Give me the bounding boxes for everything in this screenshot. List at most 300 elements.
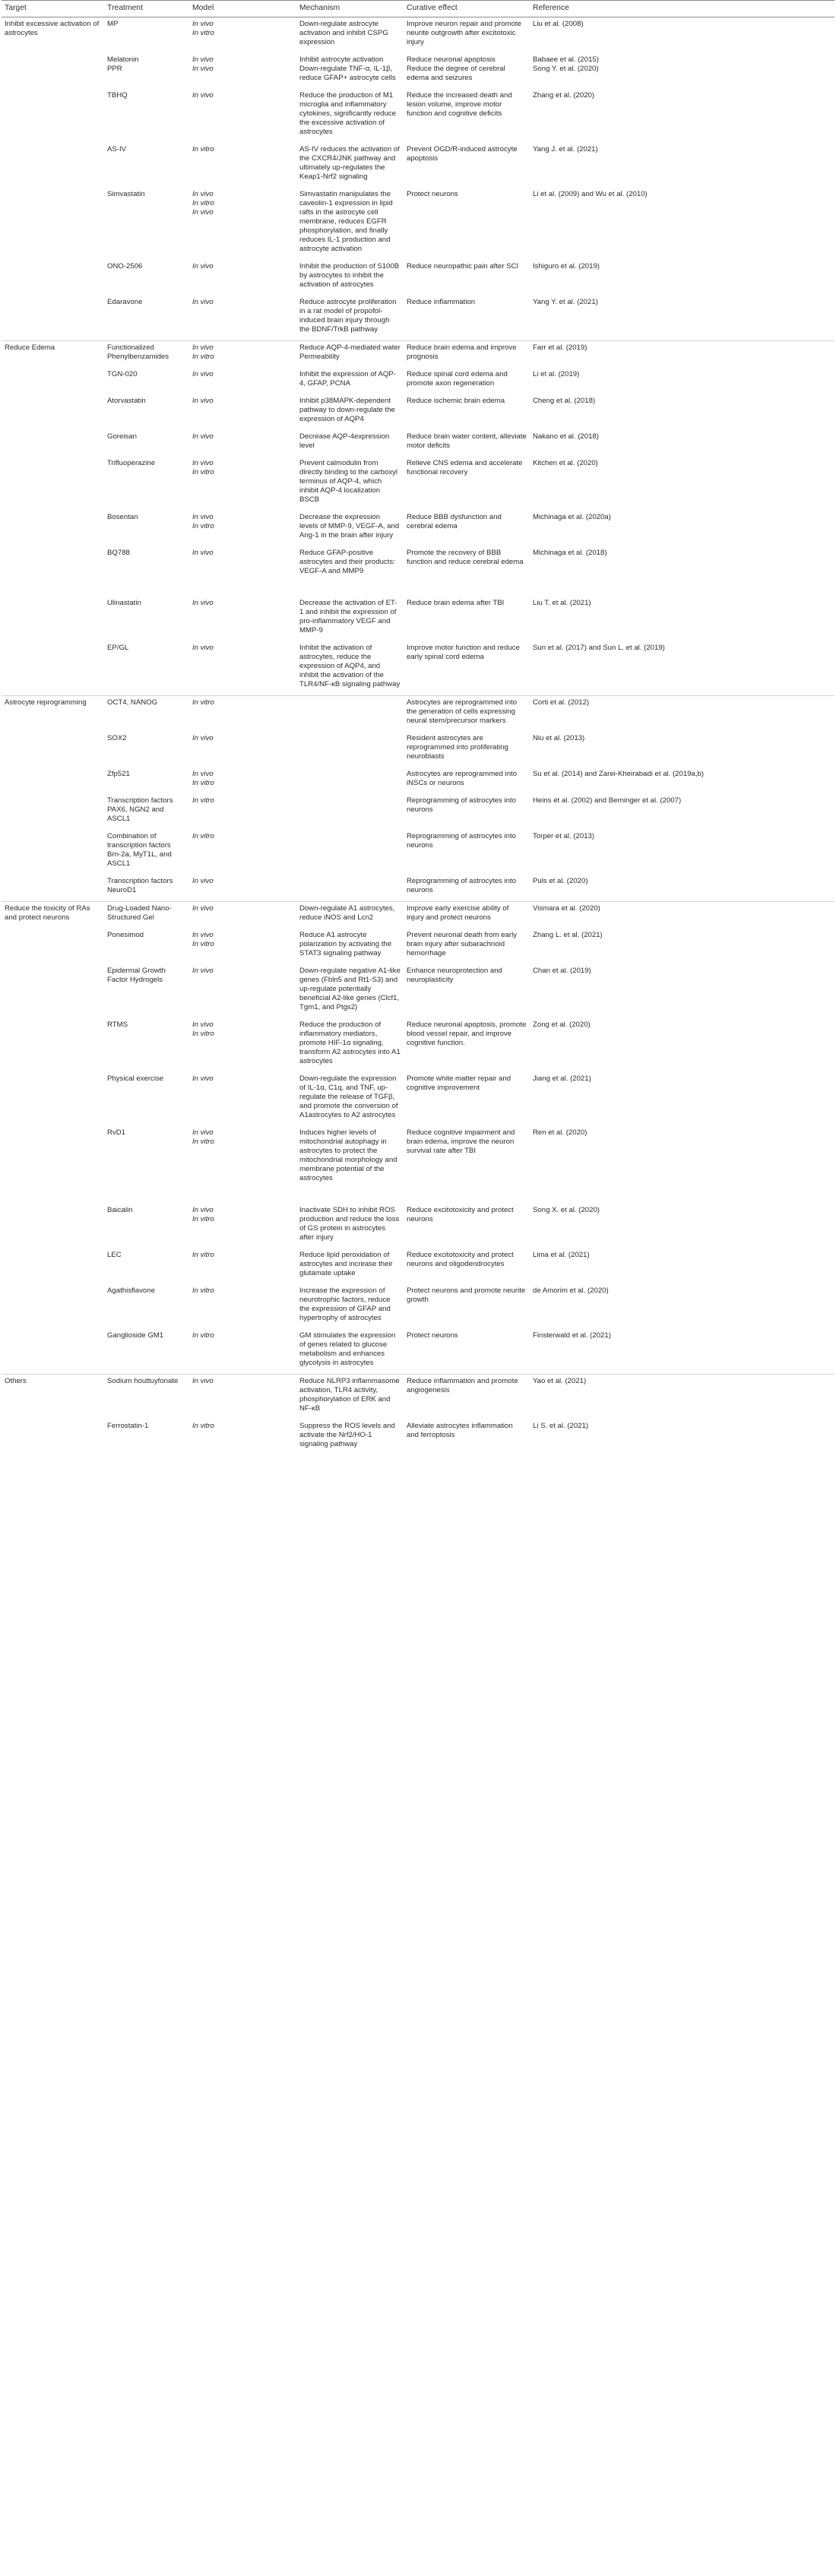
cell-reference: Puls et al. (2020) [533,877,588,885]
model-label: In vivo [192,432,214,441]
table-row [2,430,834,457]
table-row [2,1329,834,1375]
table-row [2,89,834,143]
cell-target [2,1189,104,1248]
cell-model [189,875,296,902]
cell-target [2,296,104,341]
model-label: In vitro [192,779,214,787]
cell-mechanism [296,875,404,902]
model-label: In vivo [192,931,214,939]
cell-model [189,1248,296,1284]
table-row [2,17,834,54]
table-row [2,696,834,733]
cell-curative-effect: Resident astrocytes are reprogrammed into proliferating neuroblasts [407,734,508,761]
model-label: In vivo [192,1074,214,1083]
cell-model [189,582,296,641]
cell-mechanism-line: Down-regulate TNF-α, IL-1β, reduce GFAP+ astrocyte cells [299,65,396,82]
cell-target [2,457,104,511]
model-label: In vivo [192,967,214,975]
table-row [2,641,834,696]
cell-mechanism: Decrease the activation of ET-1 and inhibit the expression of pro-inflammatory VEGF and MMP-9 [299,599,397,635]
table-row [2,830,834,875]
table-row [2,53,834,89]
model-label: In vitro [192,796,214,805]
cell-treatment: Edaravone [107,298,143,306]
cell-curative-effect: Reprogramming of astrocytes into neurons [407,832,516,850]
cell-reference: Jiang et al. (2021) [533,1074,591,1083]
cell-mechanism: GM stimulates the expression of genes related to glucose metabolism and enhances glycolysis in astrocytes [299,1331,396,1367]
cell-mechanism: Reduce astrocyte proliferation in a rat model of propofol-induced brain injury through the BDNF/TrkB pathway [299,298,397,334]
model-label: In vitro [192,1030,214,1038]
cell-target [2,1329,104,1375]
table-row [2,1126,834,1189]
model-label: In vivo [192,397,214,405]
cell-curative-effect: Improve early exercise ability of injury and protect neurons [404,902,530,929]
cell-target: Inhibit excessive activation of astrocytes [5,20,100,37]
table-header-row [2,1,834,17]
cell-treatment: Ferrostatin-1 [107,1422,149,1430]
cell-reference: Song X. et al. (2020) [533,1206,600,1214]
cell-treatment: EP/GL [107,644,129,652]
cell-model [189,1284,296,1329]
cell-curative-effect: Reduce excitotoxicity and protect neurons [407,1206,514,1223]
cell-mechanism: Reduce the production of inflammatory mediators, promote HIF-1α signaling, transform A2 astrocytes into A1 astrocytes [299,1021,401,1065]
cell-target [2,511,104,546]
cell-mechanism [296,794,404,830]
cell-treatment: Atorvastatin [107,397,146,405]
model-label: In vivo [192,1206,214,1214]
cell-reference: Niu et al. (2013) [533,734,585,742]
table-row [2,368,834,394]
cell-mechanism: Reduce the production of M1 microglia and inflammatory cytokines, significantly reduce the excessive activation of astrocytes [299,91,396,136]
cell-target [2,53,104,89]
cell-treatment: Sodium houttuyfonate [104,1375,189,1420]
model-label: In vivo [192,770,214,778]
model-label: In vitro [192,353,214,361]
cell-target [2,830,104,875]
cell-curative-effect: Alleviate astrocytes inflammation and ferroptosis [407,1422,513,1439]
model-label: In vivo [192,904,214,913]
cell-curative-effect: Reduce excitotoxicity and protect neurons and oligodendrocytes [407,1251,514,1268]
table-row [2,964,834,1018]
cell-reference: Liu T. et al. (2021) [533,599,591,607]
cell-curative-effect: Relieve CNS edema and accelerate functional recovery [407,459,523,476]
cell-mechanism: Induces higher levels of mitochondrial autophagy in astrocytes to protect the mitochondrial morphology and membrane potential of the astrocytes [299,1128,397,1182]
cell-target [2,1248,104,1284]
cell-model [189,1072,296,1126]
table-row [2,143,834,188]
cell-model [189,794,296,830]
cell-mechanism: Prevent calmodulin from directly binding to the carboxyl terminus of AQP-4, which inhibit AQP-4 localization BSCB [299,459,398,504]
cell-reference-line: Song Y. et al. (2020) [533,65,599,73]
model-label: In vitro [192,468,214,476]
model-label: In vivo [192,549,214,557]
cell-reference: Zong et al. (2020) [533,1021,591,1029]
model-label: In vitro [192,1138,214,1146]
cell-treatment: AS-IV [107,145,127,153]
cell-curative-effect: Reduce neuropathic pain after SCI [407,262,519,271]
cell-treatment: Epidermal Growth Factor Hydrogels [107,967,166,984]
cell-curative-effect: Enhance neuroprotection and neuroplasticity [407,967,502,984]
model-label: In vivo [192,20,214,28]
treatment-table [2,0,834,1455]
cell-target [2,368,104,394]
table-body [2,17,834,1456]
cell-reference: Zhang L. et al. (2021) [533,931,603,939]
table-row [2,1018,834,1072]
cell-model [189,296,296,341]
cell-mechanism [296,53,404,89]
cell-model [189,641,296,696]
model-label: In vivo [192,370,214,378]
table-row [2,794,834,830]
cell-reference: Li et al. (2019) [533,370,580,378]
model-label: In vitro [192,1422,214,1430]
cell-curative-effect: Reduce neuronal apoptosis, promote blood vessel repair, and improve cognitive function. [407,1021,527,1047]
cell-curative-effect [404,53,530,89]
header-curative-effect: Curative effect [404,1,530,17]
cell-model [189,1329,296,1375]
cell-target [2,732,104,767]
cell-curative-effect: Reduce cognitive impairment and brain edema, improve the neuron survival rate after TBI [407,1128,515,1155]
cell-target [2,1419,104,1455]
cell-reference [530,53,834,89]
cell-curative-effect: Reprogramming of astrocytes into neurons [407,796,516,814]
model-label: In vivo [192,1128,214,1137]
cell-reference: Chan et al. (2019) [533,967,591,975]
cell-reference: Corti et al. (2012) [530,696,834,733]
cell-target [2,394,104,430]
cell-reference: Cheng et al. (2018) [533,397,596,405]
model-label: In vivo [192,262,214,271]
cell-curative-effect: Astrocytes are reprogrammed into iNSCs or neurons [407,770,518,787]
cell-mechanism: Reduce NLRP3 inflammasome activation, TLR4 activity, phosphorylation of ERK and NF-κB [296,1375,404,1420]
cell-treatment: Functionalized Phenylbenzamides [104,341,189,369]
cell-treatment: RTMS [107,1021,128,1029]
cell-model [189,430,296,457]
table-row [2,1072,834,1126]
model-label: In vivo [192,1021,214,1029]
cell-curative-effect: Reduce inflammation [407,298,476,306]
cell-model [189,1126,296,1189]
cell-mechanism: Inhibit p38MAPK-dependent pathway to down-regulate the expression of AQP4 [299,397,395,423]
model-label: In vivo [192,208,214,217]
cell-target: Reduce Edema [2,341,104,369]
cell-mechanism: Simvastatin manipulates the caveolin-1 expression in lipid rafts in the astrocyte cell membrane, reduces EGFR phosphorylation, and finally reduces IL-1 production and astrocyte activation [299,190,393,253]
model-label: In vivo [192,91,214,100]
model-label: In vitro [192,940,214,948]
cell-reference: Liu et al. (2008) [533,20,584,28]
cell-treatment: TBHQ [107,91,128,100]
cell-curative-effect: Reduce spinal cord edema and promote axon regeneration [407,370,508,388]
header-model: Model [189,1,296,17]
cell-treatment: Agathisflavone [107,1286,155,1295]
table-row [2,875,834,902]
cell-reference: Farr et al. (2019) [530,341,834,369]
table-row [2,546,834,582]
cell-reference: Su et al. (2014) and Zarei-Kheirabadi et al. (2019a,b) [533,770,705,778]
cell-curative-effect: Reduce inflammation and promote angiogenesis [404,1375,530,1420]
header-reference: Reference [530,1,834,17]
cell-treatment: Combination of transcription factors Brn-2a, MyT1L, and ASCL1 [107,832,172,868]
cell-treatment-line: Melatonin [107,55,139,64]
table-row [2,1189,834,1248]
cell-target [2,875,104,902]
cell-curative-effect: Prevent neuronal death from early brain injury after subarachnoid hemorrhage [407,931,518,957]
cell-model [189,394,296,430]
cell-target [2,1072,104,1126]
cell-model [189,260,296,296]
cell-curative-effect: Reduce ischemic brain edema [407,397,505,405]
model-label: In vivo [192,459,214,467]
model-label: In vivo [192,1377,214,1385]
cell-curative-effect: Reduce the increased death and lesion volume, improve motor function and cognitive deficits [407,91,512,118]
cell-treatment: RvD1 [107,1128,125,1137]
model-label: In vitro [192,29,214,37]
cell-model [189,1375,296,1420]
model-label: In vivo [192,513,214,521]
table-row [2,732,834,767]
cell-model [189,929,296,964]
cell-model [189,1189,296,1248]
cell-mechanism: Decrease the expression levels of MMP-9, VEGF-A, and Ang-1 in the brain after injury [299,513,400,540]
model-label: In vivo [192,190,214,198]
cell-mechanism: Reduce GFAP-positive astrocytes and their products: VEGF-A and MMP9 [299,549,395,575]
header-treatment: Treatment [104,1,189,17]
cell-reference: Torper et al. (2013) [533,832,595,840]
cell-reference: Ishiguro et al. (2019) [533,262,600,271]
cell-model [189,511,296,546]
cell-mechanism [296,696,404,733]
cell-mechanism [296,830,404,875]
table-row [2,341,834,369]
cell-treatment: Transcription factors NeuroD1 [107,877,173,894]
table-row [2,1375,834,1420]
cell-reference: Yang J. et al. (2021) [533,145,598,153]
cell-reference-line: Babaee et al. (2015) [533,55,599,64]
model-label: In vitro [192,1215,214,1223]
cell-mechanism: Down-regulate the expression of IL-1α, C1q, and TNF, up-regulate the release of TGFβ, and promote the conversion of A1astrocytes to A2 astrocytes [299,1074,398,1119]
model-label: In vitro [192,199,214,207]
model-label: In vitro [192,1331,214,1340]
cell-model [189,546,296,582]
cell-treatment: Goreisan [107,432,137,441]
cell-curative-effect: Astrocytes are reprogrammed into the generation of cells expressing neural stem/precursor markers [404,696,530,733]
model-label: In vivo [192,65,214,73]
cell-target: Astrocyte reprogramming [2,696,104,733]
cell-curative-effect: Improve neuron repair and promote neurite outgrowth after excitotoxic injury [407,20,521,46]
cell-mechanism: Inhibit the production of S100B by astrocytes to inhibit the activation of astrocytes [299,262,400,289]
cell-target [2,964,104,1018]
cell-mechanism: Inhibit the expression of AQP-4, GFAP, PCNA [299,370,396,388]
model-label: In vivo [192,734,214,742]
cell-treatment: SOX2 [107,734,127,742]
model-label: In vitro [192,698,214,707]
cell-treatment: Transcription factors PAX6, NGN2 and ASCL1 [107,796,173,823]
cell-reference: Yao et al. (2021) [530,1375,834,1420]
cell-target [2,582,104,641]
cell-model [189,89,296,143]
model-label: In vivo [192,877,214,885]
cell-treatment: OCT4, NANOG [104,696,189,733]
cell-reference: Lima et al. (2021) [533,1251,590,1259]
cell-target [2,260,104,296]
cell-reference: Sun et al. (2017) and Sun L. et al. (2019) [533,644,665,652]
cell-target [2,143,104,188]
cell-reference: Li et al. (2009) and Wu et al. (2010) [533,190,648,198]
cell-treatment: MP [107,20,119,28]
cell-treatment: Drug-Loaded Nano-Structured Gel [104,902,189,929]
cell-mechanism: Reduce lipid peroxidation of astrocytes and increase their glutamate uptake [299,1251,393,1277]
cell-curative-effect: Reduce brain edema after TBI [407,599,505,607]
cell-target: Reduce the toxicity of RAs and protect neurons [2,902,104,929]
table-row [2,1248,834,1284]
cell-target [2,546,104,582]
cell-mechanism: Decrease AQP-4expression level [299,432,390,450]
header-target: Target [2,1,104,17]
cell-mechanism [296,732,404,767]
cell-curative-effect-line: Reduce neuronal apoptosis [407,55,496,64]
cell-treatment: Simvastatin [107,190,145,198]
model-label: In vitro [192,145,214,153]
table-row [2,582,834,641]
cell-reference: Finsterwald et al. (2021) [533,1331,611,1340]
cell-target [2,188,104,260]
cell-reference: Heins et al. (2002) and Berninger et al. (2007) [533,796,682,805]
cell-mechanism-line: Inhibit astrocyte activation [299,55,384,64]
cell-mechanism: Increase the expression of neurotrophic factors, reduce the expression of GFAP and hypertrophy of astrocytes [299,1286,391,1322]
cell-reference: Vismara et al. (2020) [530,902,834,929]
cell-reference: de Amorim et al. (2020) [533,1286,609,1295]
table-row [2,511,834,546]
cell-target: Others [2,1375,104,1420]
cell-model [189,368,296,394]
cell-reference: Li S. et al. (2021) [533,1422,589,1430]
cell-model [189,143,296,188]
cell-mechanism [296,767,404,794]
cell-mechanism: Inhibit the activation of astrocytes, reduce the expression of AQP4, and inhibit the activation of the TLR4/NF-κB signaling pathway [299,644,401,688]
table-row [2,1284,834,1329]
cell-curative-effect: Reprogramming of astrocytes into neurons [407,877,516,894]
cell-reference: Kitchen et al. (2020) [533,459,598,467]
cell-model [189,902,296,929]
cell-treatment: Physical exercise [107,1074,164,1083]
cell-mechanism: Down-regulate A1 astrocytes, reduce iNOS and Lcn2 [296,902,404,929]
cell-model [189,696,296,733]
cell-treatment: Ulinastatin [107,599,141,607]
cell-mechanism: Down-regulate astrocyte activation and inhibit CSPG expression [299,20,388,46]
cell-treatment: Ganglioside GM1 [107,1331,164,1340]
cell-target [2,1126,104,1189]
cell-mechanism: AS-IV reduces the activation of the CXCR4/JNK pathway and ultimately up-regulates the Keap1-Nrf2 signaling [299,145,400,181]
cell-reference: Michinaga et al. (2020a) [533,513,611,521]
cell-treatment [104,53,189,89]
cell-reference: Michinaga et al. (2018) [533,549,607,557]
cell-treatment: Ponesimod [107,931,144,939]
cell-target [2,1284,104,1329]
cell-model [189,53,296,89]
model-label: In vivo [192,599,214,607]
table-row [2,296,834,341]
cell-model [189,830,296,875]
cell-model [189,1419,296,1455]
cell-treatment: ONO-2506 [107,262,143,271]
cell-target [2,767,104,794]
model-label: In vitro [192,832,214,840]
cell-model [189,1018,296,1072]
table-row [2,260,834,296]
cell-reference: Nakano et al. (2018) [533,432,599,441]
model-label: In vivo [192,298,214,306]
cell-curative-effect: Promote white matter repair and cognitive improvement [407,1074,511,1092]
cell-curative-effect: Reduce brain edema and improve prognosis [404,341,530,369]
cell-target [2,929,104,964]
cell-model [189,188,296,260]
table-row [2,767,834,794]
model-label: In vivo [192,343,214,352]
cell-target [2,1018,104,1072]
model-label: In vivo [192,644,214,652]
cell-reference: Yang Y. et al. (2021) [533,298,598,306]
model-label: In vitro [192,1251,214,1259]
cell-curative-effect: Reduce brain water content, alleviate motor deficits [407,432,527,450]
cell-curative-effect: Promote the recovery of BBB function and reduce cerebral edema [407,549,524,566]
cell-model [189,17,296,54]
cell-curative-effect: Protect neurons [407,1331,458,1340]
cell-target [2,89,104,143]
table-row [2,394,834,430]
cell-reference: Ren et al. (2020) [533,1128,587,1137]
cell-mechanism: Reduce AQP-4-mediated water Permeability [296,341,404,369]
cell-curative-effect-line: Reduce the degree of cerebral edema and seizures [407,65,505,82]
cell-treatment: TGN-020 [107,370,138,378]
cell-treatment-line: PPR [107,65,122,73]
model-label: In vitro [192,1286,214,1295]
cell-model [189,767,296,794]
cell-curative-effect: Prevent OGD/R-induced astrocyte apoptosis [407,145,518,163]
model-label: In vivo [192,55,214,64]
cell-mechanism: Reduce A1 astrocyte polarization by activating the STAT3 signaling pathway [299,931,392,957]
cell-target [2,430,104,457]
table-row [2,188,834,260]
cell-treatment: Bosentan [107,513,138,521]
cell-target [2,794,104,830]
cell-treatment: LEC [107,1251,122,1259]
table-row [2,929,834,964]
model-label: In vitro [192,522,214,530]
cell-model [189,964,296,1018]
cell-mechanism: Inactivate SDH to inhibit ROS production and reduce the loss of GS protein in astrocytes after injury [299,1206,400,1242]
cell-reference: Zhang et al. (2020) [533,91,595,100]
cell-curative-effect: Protect neurons and promote neurite growth [407,1286,526,1304]
cell-treatment: Baicalin [107,1206,133,1214]
header-mechanism: Mechanism [296,1,404,17]
cell-target [2,641,104,696]
cell-curative-effect: Reduce BBB dysfunction and cerebral edema [407,513,502,530]
cell-model [189,732,296,767]
cell-curative-effect: Improve motor function and reduce early spinal cord edema [407,644,520,661]
cell-mechanism: Suppress the ROS levels and activate the Nrf2/HO-1 signaling pathway [299,1422,395,1448]
cell-model [189,341,296,369]
cell-treatment: Zfp521 [107,770,130,778]
cell-treatment: Trifluoperazine [107,459,156,467]
table-row [2,902,834,929]
cell-model [189,457,296,511]
cell-curative-effect: Protect neurons [407,190,458,198]
table-row [2,457,834,511]
table-row [2,1419,834,1455]
cell-mechanism: Down-regulate negative A1-like genes (Fbln5 and Rt1-S3) and up-regulate potentially beneficial A2-like genes (Clcf1, Tgm1, and Ptgs2) [299,967,401,1011]
